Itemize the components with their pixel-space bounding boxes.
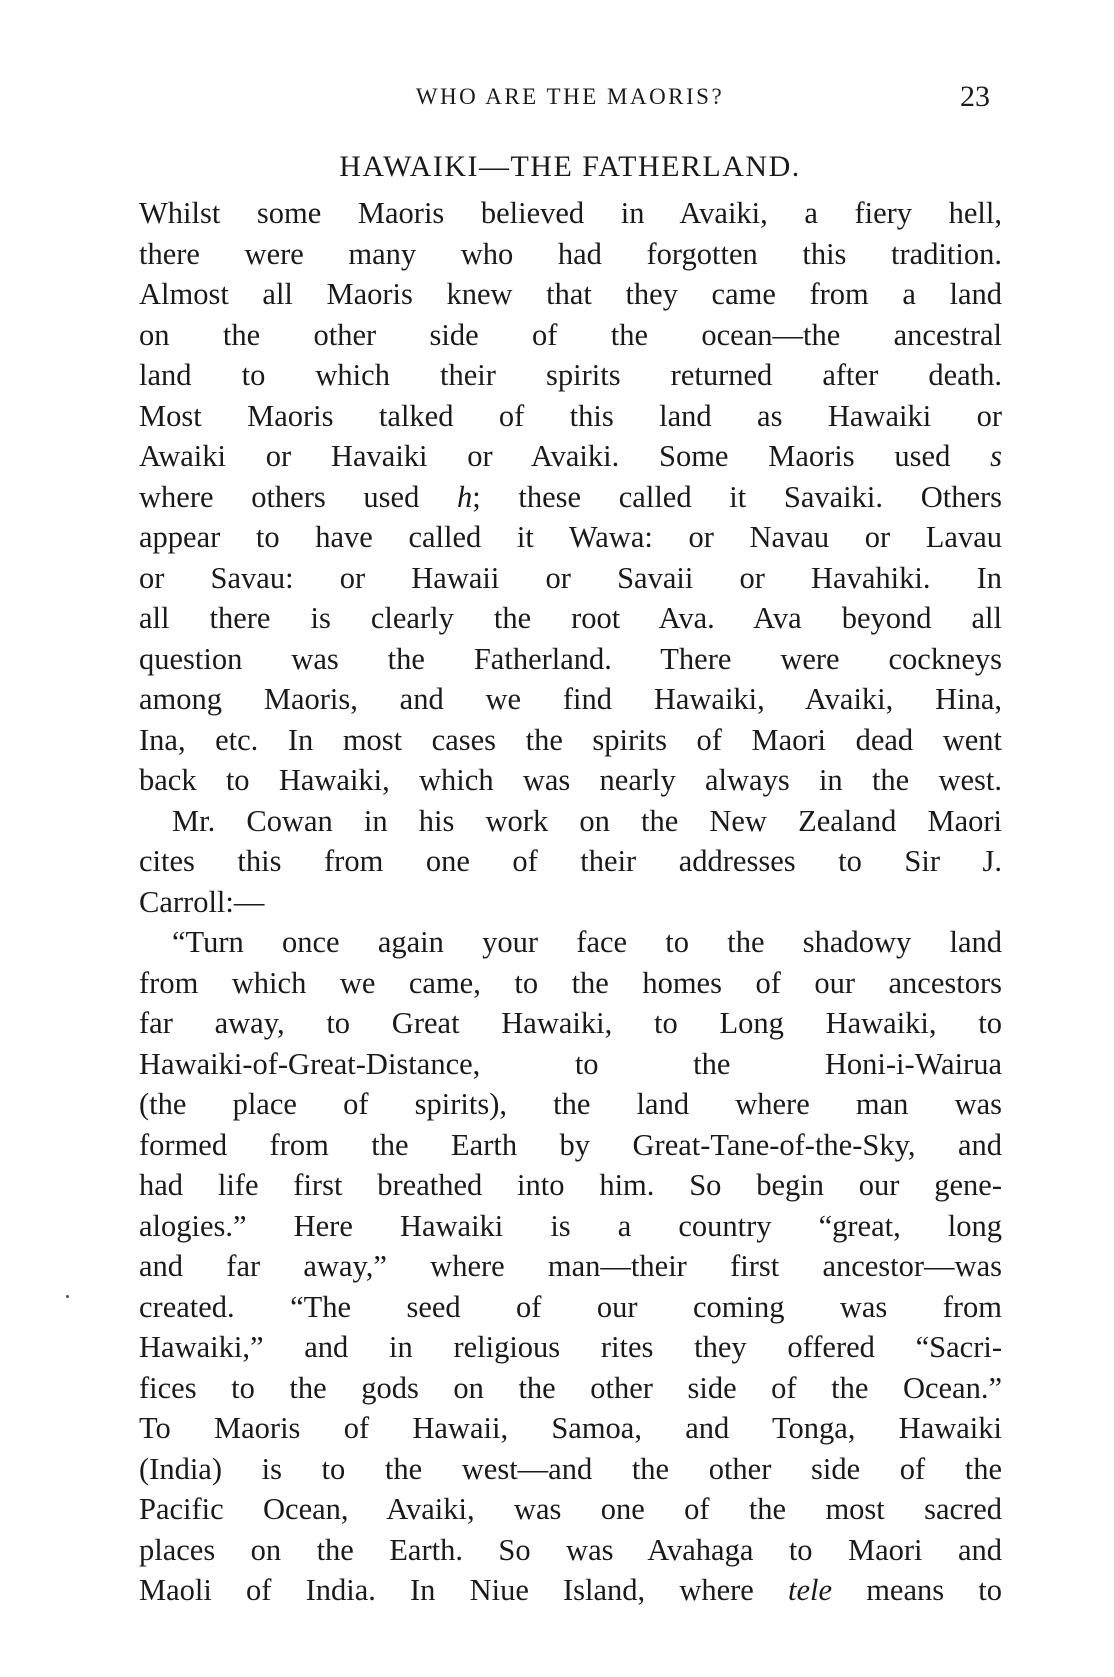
running-head (140, 80, 1000, 120)
text-fragment: Maoli of India. In Niue Island, where (139, 1573, 754, 1607)
text-line (139, 436, 1002, 477)
section-heading: HAWAIKI—THE FATHERLAND. (339, 150, 801, 183)
text-line: back to Hawaiki, which was nearly always in the west. (139, 763, 1002, 797)
text-line: (India) is to the west—and the other side of the (139, 1451, 1002, 1486)
text-fragment: ; these called it Savaiki. Others (472, 479, 1003, 514)
text-line: created. “The seed of our coming was from (139, 1289, 1002, 1324)
text-line: question was the Fatherland. There were cockneys (139, 641, 1002, 676)
text-line: Whilst some Maoris believed in Avaiki, a fiery hell, (139, 196, 1002, 230)
text-line: Pacific Ocean, Avaiki, was one of the most sacred (139, 1492, 1002, 1526)
text-line: Hawaiki,” and in religious rites they offered “Sacri- (139, 1330, 1002, 1364)
text-line: Carroll:— (139, 884, 265, 919)
text-line: (the place of spirits), the land where man was (139, 1087, 1002, 1121)
text-line: on the other side of the ocean—the ancestral (139, 317, 1002, 352)
text-line: had life first breathed into him. So begin our gene- (139, 1168, 1002, 1202)
text-line (139, 477, 1002, 518)
text-line: there were many who had forgotten this tradition. (139, 236, 1002, 271)
text-line: places on the Earth. So was Avahaga to Maori and (139, 1532, 1002, 1567)
text-line: alogies.” Here Hawaiki is a country “great, long (139, 1208, 1002, 1243)
body-text (139, 193, 1002, 1611)
running-title: WHO ARE THE MAORIS? (415, 84, 725, 109)
text-line: appear to have called it Wawa: or Navau or Lavau (139, 520, 1002, 554)
text-fragment: means to (866, 1573, 1002, 1607)
text-line: and far away,” where man—their first ancestor—was (139, 1249, 1002, 1283)
margin-speck (66, 1295, 69, 1298)
text-line (139, 1570, 1002, 1611)
text-line: formed from the Earth by Great-Tane-of-the-Sky, and (139, 1127, 1002, 1162)
italic-term: s (990, 439, 1003, 473)
text-line: To Maoris of Hawaii, Samoa, and Tonga, Hawaiki (139, 1411, 1002, 1445)
text-line: all there is clearly the root Ava. Ava beyond all (139, 601, 1002, 635)
text-line: Hawaiki-of-Great-Distance, to the Honi-i-Wairua (139, 1046, 1002, 1081)
text-line: or Savau: or Hawaii or Savaii or Havahiki. In (139, 560, 1002, 595)
text-line: “Turn once again your face to the shadowy land (172, 925, 1002, 959)
text-line: Ina, etc. In most cases the spirits of Maori dead went (139, 722, 1002, 757)
text-line: fices to the gods on the other side of the Ocean.” (139, 1370, 1002, 1405)
text-line: from which we came, to the homes of our ancestors (139, 965, 1002, 1000)
text-line: Almost all Maoris knew that they came from a land (139, 277, 1002, 311)
page-number: 23 (960, 80, 990, 113)
text-line: Mr. Cowan in his work on the New Zealand Maori (172, 803, 1002, 838)
text-line: far away, to Great Hawaiki, to Long Hawaiki, to (139, 1006, 1002, 1040)
text-fragment: Awaiki or Havaiki or Avaiki. Some Maoris used (139, 439, 951, 473)
text-fragment: where others used (139, 479, 420, 514)
text-line: cites this from one of their addresses to Sir J. (139, 844, 1002, 878)
text-line: among Maoris, and we find Hawaiki, Avaiki, Hina, (139, 682, 1002, 716)
italic-term: tele (788, 1573, 833, 1607)
text-line: Most Maoris talked of this land as Hawaiki or (139, 398, 1002, 433)
text-line: land to which their spirits returned after death. (139, 358, 1002, 392)
italic-term: h (457, 479, 473, 514)
